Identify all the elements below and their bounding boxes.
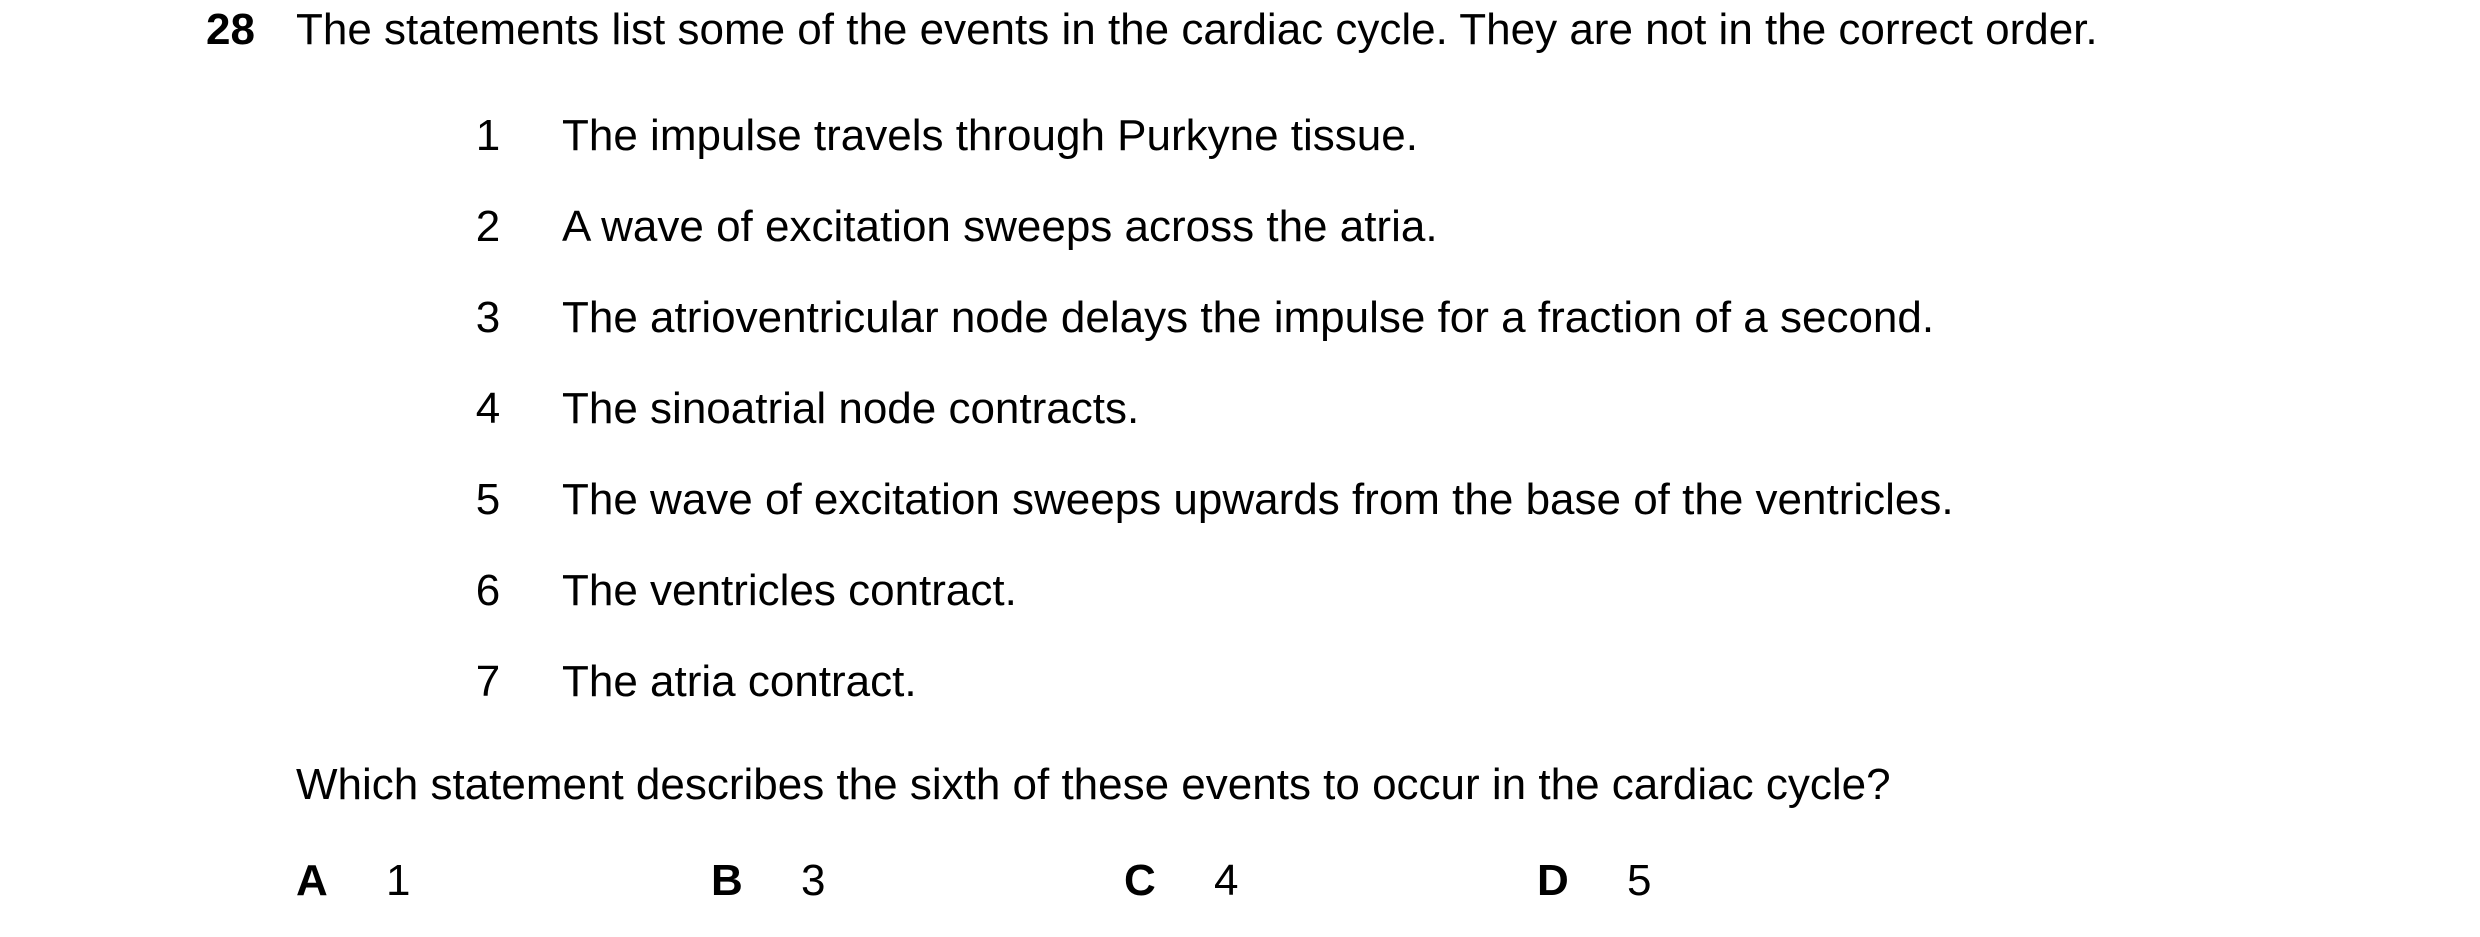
statement-row: [0, 199, 2200, 255]
option-b[interactable]: [711, 853, 825, 909]
statement-text: A wave of excitation sweeps across the atria.: [562, 202, 1438, 251]
option-c[interactable]: [1124, 853, 1238, 909]
option-value: 4: [1214, 856, 1239, 905]
question-stem: The statements list some of the events in the cardiac cycle. They are not in the correct order.: [296, 5, 2098, 54]
statement-text: The atria contract.: [562, 657, 917, 706]
option-letter: B: [711, 856, 743, 905]
statement-number: 6: [475, 566, 501, 615]
statement-text: The wave of excitation sweeps upwards from the base of the ventricles.: [562, 475, 1954, 524]
statement-row: [0, 108, 2200, 164]
option-value: 3: [801, 856, 826, 905]
statement-number: 5: [475, 475, 501, 524]
statement-row: [0, 563, 2200, 619]
statement-number: 7: [475, 657, 501, 706]
statement-text: The sinoatrial node contracts.: [562, 384, 1140, 433]
statement-number: 4: [475, 384, 501, 433]
option-value: 1: [386, 856, 411, 905]
statement-text: The impulse travels through Purkyne tissue.: [562, 111, 1418, 160]
statement-text: The atrioventricular node delays the impulse for a fraction of a second.: [562, 293, 1935, 342]
statement-number: 2: [475, 202, 501, 251]
option-a[interactable]: [296, 853, 410, 909]
question-number: 28: [206, 5, 255, 54]
option-letter: D: [1537, 856, 1569, 905]
option-d[interactable]: [1537, 853, 1651, 909]
statement-text: The ventricles contract.: [562, 566, 1017, 615]
option-letter: C: [1124, 856, 1156, 905]
statement-number: 1: [475, 111, 501, 160]
statement-row: [0, 381, 2200, 437]
statement-number: 3: [475, 293, 501, 342]
statement-row: [0, 472, 2200, 528]
option-letter: A: [296, 856, 328, 905]
option-value: 5: [1627, 856, 1652, 905]
question-prompt: Which statement describes the sixth of these events to occur in the cardiac cycle?: [296, 760, 1891, 809]
statement-row: [0, 654, 2200, 710]
statement-row: [0, 290, 2200, 346]
